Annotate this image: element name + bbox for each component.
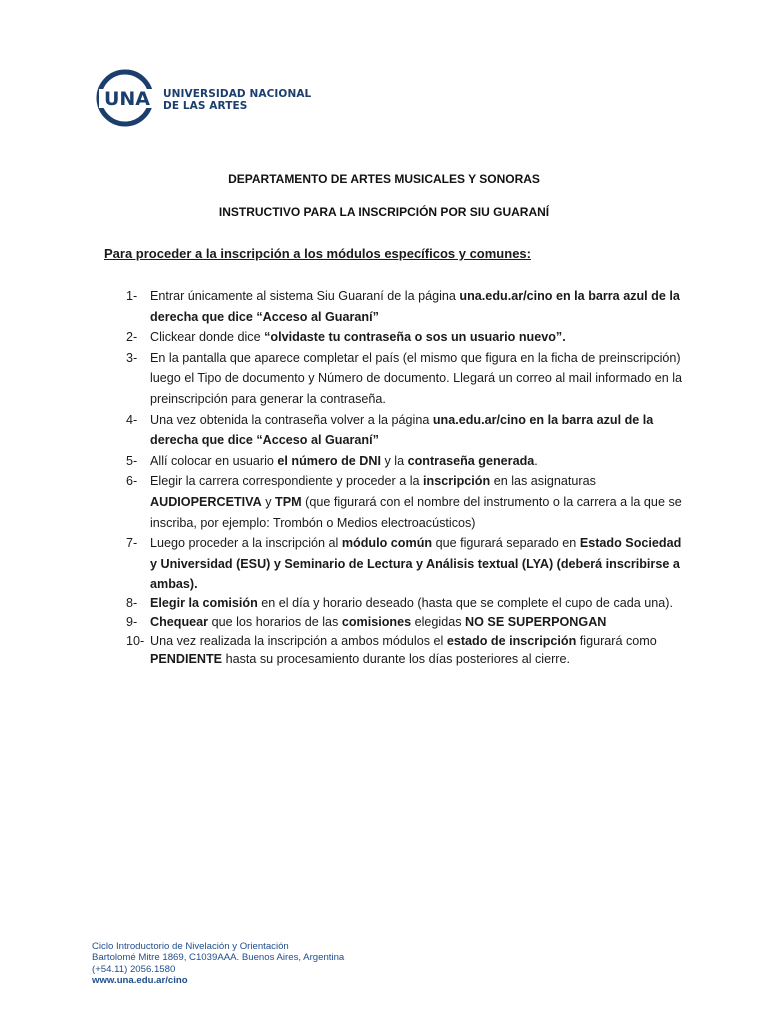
step-text-bold: contraseña generada — [407, 453, 535, 468]
step-number: 1- — [126, 289, 138, 303]
instruction-step — [104, 410, 684, 451]
instruction-step — [104, 633, 684, 668]
step-text: hasta su procesamiento durante los días posteriores al cierre. — [222, 651, 570, 666]
step-text-bold: estado de inscripción — [446, 634, 577, 648]
step-text-bold: Estado Sociedad y Universidad (ESU) y Seminario de Lectura y Análisis textual (LYA) (deberá inscribirse a ambas). — [150, 536, 682, 592]
footer-address: Bartolomé Mitre 1869, C1039AAA. Buenos Aires, Argentina — [92, 952, 345, 964]
logo-wordmark — [163, 88, 311, 112]
step-number: 8- — [126, 595, 138, 610]
step-text-bold: TPM — [275, 494, 302, 509]
instruction-step — [104, 612, 684, 633]
instruction-step — [104, 348, 684, 410]
step-number: 5- — [126, 453, 138, 468]
step-text-bold: una.edu.ar/cino en la barra azul de la derecha que dice “Acceso al Guaraní” — [150, 289, 680, 324]
step-text: en las asignaturas — [490, 474, 596, 489]
instruction-step — [104, 327, 684, 348]
step-text: Una vez obtenida la contraseña volver a la página — [150, 412, 433, 427]
step-number: 3- — [126, 350, 138, 365]
step-text-bold: una.edu.ar/cino en la barra azul de la derecha que dice “Acceso al Guaraní” — [150, 412, 654, 448]
step-number: 9- — [126, 615, 138, 630]
instruction-step — [104, 286, 684, 327]
step-text: que figurará separado en — [432, 536, 580, 551]
step-text-bold: Chequear — [150, 615, 209, 630]
instruction-step — [104, 451, 684, 472]
step-text-bold: PENDIENTE — [150, 651, 223, 666]
logo-line-1: UNIVERSIDAD NACIONAL — [163, 88, 312, 100]
logo-line-2: DE LAS ARTES — [163, 100, 248, 112]
step-text: Clickear donde dice — [150, 330, 265, 345]
step-text: y — [261, 494, 276, 509]
step-text-bold: Elegir la comisión — [150, 595, 258, 610]
step-text-bold: inscripción — [423, 474, 491, 489]
step-text: Entrar únicamente al sistema Siu Guaraní de la página — [150, 289, 460, 303]
step-text: figurará como — [576, 634, 657, 648]
instruction-step — [104, 471, 684, 533]
university-logo — [95, 68, 312, 130]
step-text: Allí colocar en usuario — [150, 453, 278, 468]
step-text: elegidas — [411, 615, 466, 630]
step-text: y la — [380, 453, 408, 468]
step-text-bold: el número de DNI — [277, 453, 381, 468]
step-text-bold: comisiones — [341, 615, 412, 630]
step-text: Elegir la carrera correspondiente y proceder a la — [150, 474, 424, 489]
step-text-bold: módulo común — [341, 536, 433, 551]
step-number: 10- — [126, 634, 145, 648]
step-text: . — [534, 453, 538, 468]
footer-phone: (+54.11) 2056.1580 — [92, 963, 176, 975]
section-subtitle: Para proceder a la inscripción a los módulos específicos y comunes: — [104, 246, 531, 261]
step-text: En la pantalla que aparece completar el país (el mismo que figura en la ficha de preinscripción) luego el Tipo de documento y Número de documento. Llegará un correo al mail informado en la preinscripción para generar la contraseña. — [150, 350, 683, 406]
step-text: Luego proceder a la inscripción al — [150, 536, 342, 551]
step-text: Una vez realizada la inscripción a ambos módulos el — [150, 634, 447, 648]
instruction-step — [104, 595, 684, 613]
step-text: (que figurará con el nombre del instrumento o la carrera a la que se inscriba, por ejemplo: Trombón o Medios electroacústicos) — [150, 494, 682, 530]
footer-website-link[interactable]: www.una.edu.ar/cino — [92, 974, 188, 986]
step-text-bold: NO SE SUPERPONGAN — [465, 615, 607, 630]
step-number: 7- — [126, 536, 138, 551]
step-text-bold: “olvidaste tu contraseña o sos un usuario nuevo”. — [264, 330, 566, 345]
step-text: en el día y horario deseado (hasta que se complete el cupo de cada una). — [257, 595, 673, 610]
footer-contact — [92, 941, 344, 986]
step-number: 6- — [126, 474, 138, 489]
step-text-bold: AUDIOPERCETIVA — [150, 494, 262, 509]
logo-mark-text: UNA — [103, 88, 151, 110]
una-circle-logo-icon — [95, 68, 159, 130]
footer-program-name: Ciclo Introductorio de Nivelación y Orientación — [92, 941, 289, 952]
instruction-step — [104, 533, 684, 595]
step-number: 4- — [126, 412, 138, 427]
step-number: 2- — [126, 330, 138, 345]
instructive-heading: INSTRUCTIVO PARA LA INSCRIPCIÓN POR SIU GUARANÍ — [218, 205, 550, 219]
department-heading: DEPARTAMENTO DE ARTES MUSICALES Y SONORAS — [228, 172, 540, 186]
step-text: que los horarios de las — [208, 615, 342, 630]
instruction-steps-list — [104, 286, 684, 668]
